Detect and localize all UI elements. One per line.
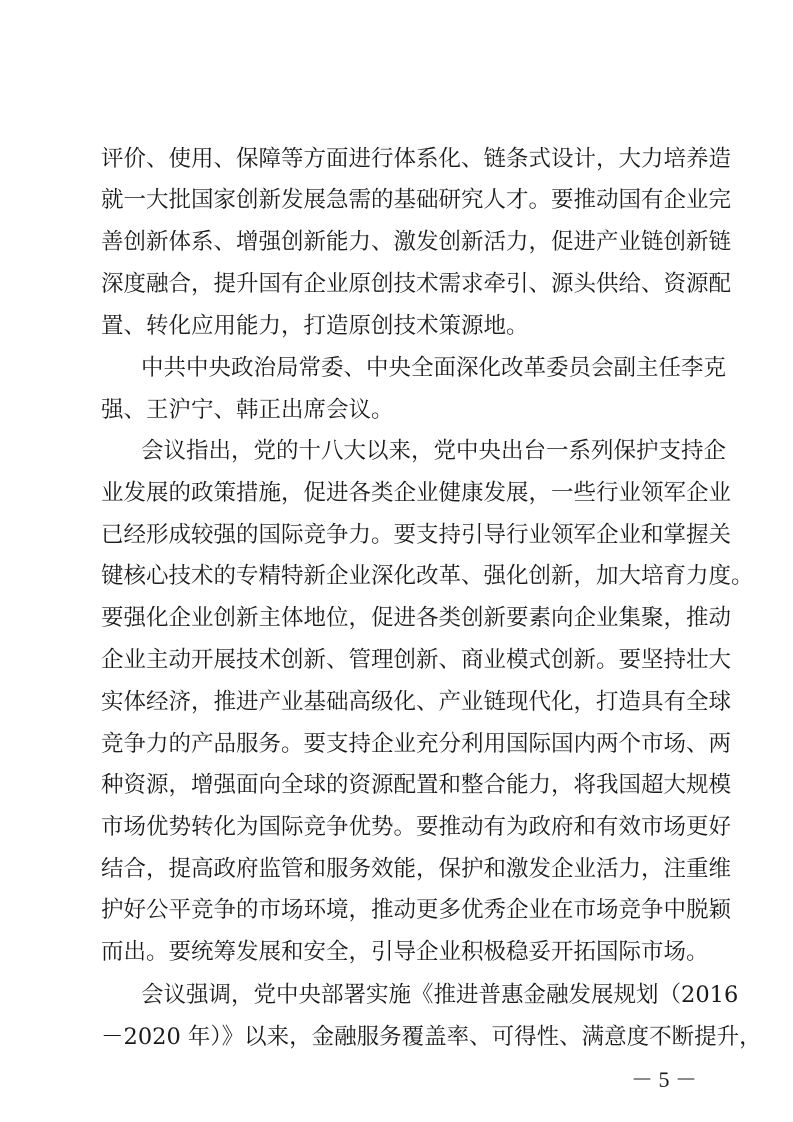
text-line: 会议强调，党中央部署实施《推进普惠金融发展规划（2016 [141,982,739,1008]
page-number: － 5 － [630,1067,697,1092]
text-line: 置、转化应用能力，打造原创技术策源地。 [101,313,529,339]
text-line: 就一大批国家创新发展急需的基础研究人才。要推动国有企业完 [101,187,732,213]
text-line: 业发展的政策措施，促进各类企业健康发展，一些行业领军企业 [101,480,732,506]
text-line: 键核心技术的专精特新企业深化改革、强化创新，加大培育力度。 [101,563,754,589]
text-line: 中共中央政治局常委、中央全面深化改革委员会副主任李克 [141,355,727,381]
text-line: －2020 年）》以来，金融服务覆盖率、可得性、满意度不断提升， [101,1024,762,1050]
text-line: 护好公平竞争的市场环境，推动更多优秀企业在市场竞争中脱颖 [101,897,732,923]
text-line: 深度融合，提升国有企业原创技术需求牵引、源头供给、资源配 [101,271,732,297]
text-line: 竞争力的产品服务。要支持企业充分利用国际国内两个市场、两 [101,731,732,757]
text-line: 实体经济，推进产业基础高级化、产业链现代化，打造具有全球 [101,689,732,715]
text-line: 市场优势转化为国际竞争优势。要推动有为政府和有效市场更好 [101,814,732,840]
text-line: 要强化企业创新主体地位，促进各类创新要素向企业集聚，推动 [101,605,732,631]
text-line: 结合，提高政府监管和服务效能，保护和激发企业活力，注重维 [101,856,732,882]
text-line: 评价、使用、保障等方面进行体系化、链条式设计，大力培养造 [101,146,732,172]
text-line: 善创新体系、增强创新能力、激发创新活力，促进产业链创新链 [101,229,732,255]
text-line: 企业主动开展技术创新、管理创新、商业模式创新。要坚持壮大 [101,647,732,673]
text-line: 已经形成较强的国际竞争力。要支持引导行业领军企业和掌握关 [101,522,732,548]
text-line: 会议指出，党的十八大以来，党中央出台一系列保护支持企 [141,438,727,464]
text-line: 而出。要统筹发展和安全，引导企业积极稳妥开拓国际市场。 [101,939,709,965]
text-line: 强、王沪宁、韩正出席会议。 [101,397,394,423]
text-line: 种资源，增强面向全球的资源配置和整合能力，将我国超大规模 [101,772,732,798]
